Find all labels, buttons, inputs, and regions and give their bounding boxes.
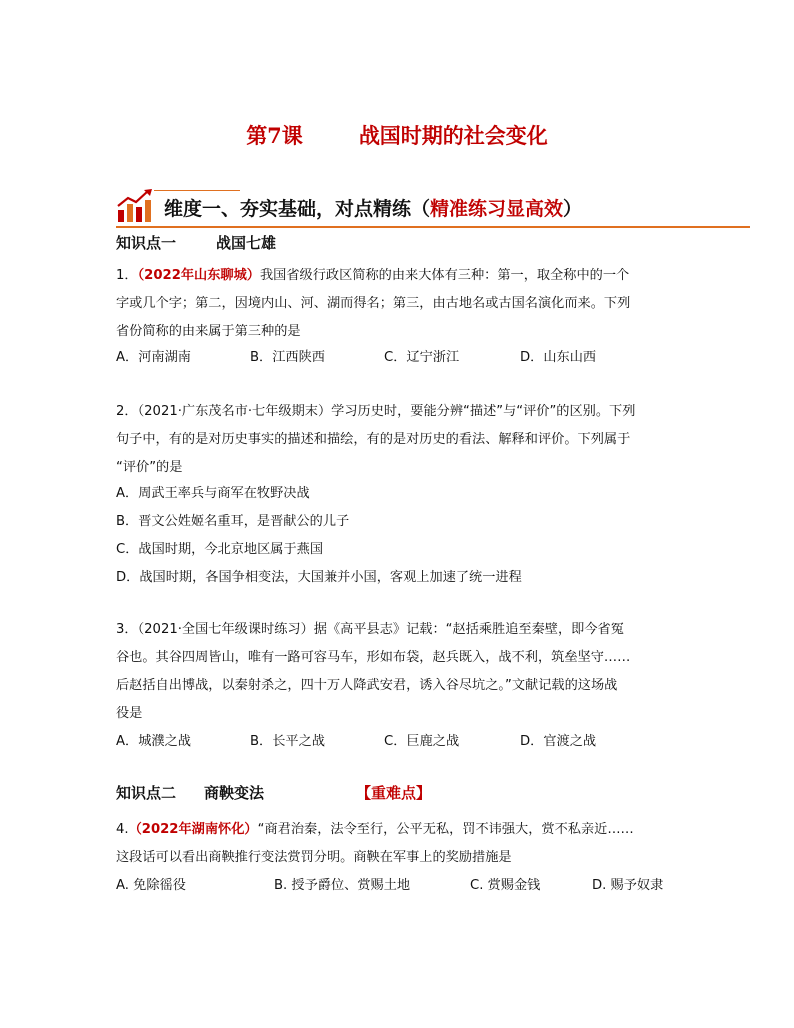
q3-option-d[interactable]: D．官渡之战 [520,734,597,749]
q2-line-1: 2．（2021·广东茂名市·七年级期末）学习历史时，要能分辨“描述”与“评价”的区别。下列 [116,404,636,419]
dimension-accent: 精准练习显高效 [430,198,564,220]
q1-option-b[interactable]: B．江西陕西 [250,350,325,365]
knowledge-point-1: 知识点一 战国七雄 [116,234,277,252]
q2-option-d[interactable]: D．战国时期，各国争相变法，大国兼并小国，客观上加速了统一进程 [116,570,522,585]
q2-option-a[interactable]: A．周武王率兵与商军在牧野决战 [116,486,310,501]
q1-option-d[interactable]: D．山东山西 [520,350,597,365]
q2-line-3: “评价”的是 [116,460,183,475]
q3-option-c[interactable]: C．巨鹿之战 [384,734,460,749]
q3-option-a[interactable]: A．城濮之战 [116,734,191,749]
q4-option-d[interactable]: D. 赐予奴隶 [592,878,664,893]
q4-options [116,874,663,893]
difficulty-badge: 【重难点】 [356,784,432,802]
page-title [0,120,794,150]
q4-line-2: 这段话可以看出商鞅推行变法赏罚分明。商鞅在军事上的奖励措施是 [116,850,512,865]
bar-chart-icon [116,188,154,224]
q1-line-2: 字或几个字；第二，因境内山、河、湖而得名；第三，由古地名或古国名演化而来。下列 [116,296,631,311]
section-divider [116,226,750,228]
q3-options [116,730,596,749]
q1-line-1: 1．（2022年山东聊城）我国省级行政区简称的由来大体有三种：第一，取全称中的一个 [116,268,630,283]
q3-line-3: 后赵括自出博战，以秦射杀之，四十万人降武安君，诱入谷尽坑之。”文献记载的这场战 [116,678,618,693]
section-header-topline [154,190,240,191]
q4-option-a[interactable]: A. 免除徭役 [116,878,186,893]
lesson-number: 第7课 [246,123,303,148]
q1-options [116,346,596,365]
q2-option-c[interactable]: C．战国时期，今北京地区属于燕国 [116,542,324,557]
q1-source: （2022年山东聊城） [137,268,260,283]
knowledge-point-2: 知识点二 商鞅变法 【重难点】 [116,784,432,802]
q4-line-1: 4.（2022年湖南怀化）“商君治秦，法令至行，公平无私，罚不讳强大，赏不私亲近…… [116,822,634,837]
q1-option-a[interactable]: A．河南湖南 [116,350,191,365]
q4-option-c[interactable]: C. 赏赐金钱 [470,878,541,893]
q2-line-2: 句子中，有的是对历史事实的描述和描绘，有的是对历史的看法、解释和评价。下列属于 [116,432,631,447]
lesson-title: 战国时期的社会变化 [358,123,548,148]
q2-option-b[interactable]: B．晋文公姓姬名重耳，是晋献公的儿子 [116,514,350,529]
q3-line-1: 3．（2021·全国七年级课时练习）据《高平县志》记载：“赵括乘胜追至秦壁，即今省冤 [116,622,624,637]
q3-line-4: 役是 [116,706,143,721]
q3-line-2: 谷也。其谷四周皆山，唯有一路可容马车，形如布袋，赵兵既入，战不利，筑垒坚守…… [116,650,631,665]
dimension-heading: 维度一、夯实基础，对点精练（精准练习显高效） [164,198,583,220]
q3-option-b[interactable]: B．长平之战 [250,734,325,749]
q1-line-3: 省份简称的由来属于第三种的是 [116,324,301,339]
q4-source: （2022年湖南怀化） [128,822,258,837]
q4-option-b[interactable]: B. 授予爵位、赏赐土地 [274,878,411,893]
q1-option-c[interactable]: C．辽宁浙江 [384,350,460,365]
